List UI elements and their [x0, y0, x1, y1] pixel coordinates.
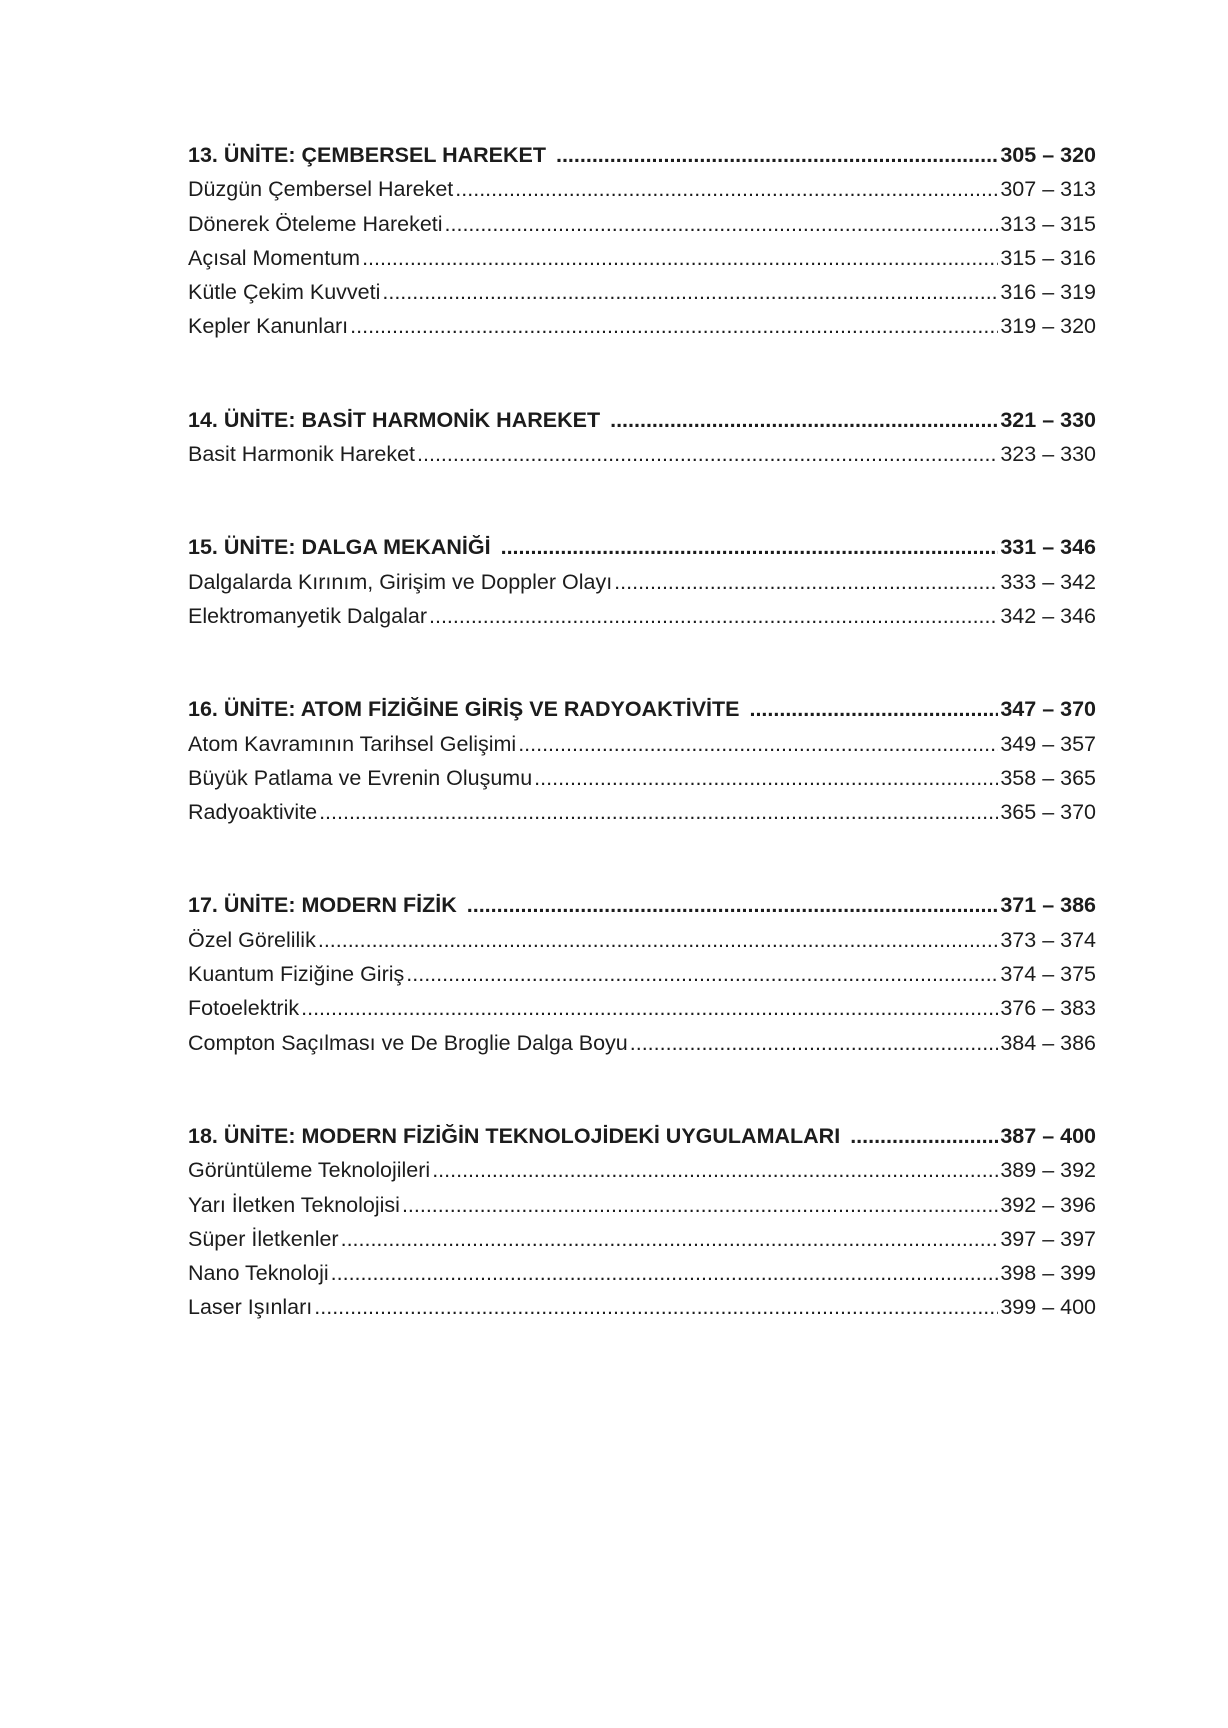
- entry-title: Kütle Çekim Kuvveti: [188, 280, 381, 305]
- toc-entry: [188, 761, 1096, 795]
- entry-title: Radyoaktivite: [188, 800, 318, 825]
- toc-entry: [188, 275, 1096, 309]
- entry-page-range: 342 – 346: [1000, 603, 1096, 628]
- entry-title: Dalgalarda Kırınım, Girişim ve Doppler Olayı: [188, 569, 613, 594]
- toc-entry: [188, 957, 1096, 991]
- toc-entry: [188, 207, 1096, 241]
- unit-heading: 17. ÜNİTE: MODERN FİZİK: [188, 893, 457, 918]
- entry-title: Fotoelektrik: [188, 996, 300, 1021]
- toc-entry: [188, 991, 1096, 1025]
- toc-unit: [188, 1119, 1096, 1325]
- entry-title: Elektromanyetik Dalgalar: [188, 603, 427, 628]
- toc-entry: [188, 1188, 1096, 1222]
- entry-title: Görüntüleme Teknolojileri: [188, 1158, 431, 1183]
- toc-entry: [188, 727, 1096, 761]
- unit-page-range: 331 – 346: [1000, 535, 1096, 560]
- unit-heading-row: [188, 530, 1096, 564]
- toc-entry: [188, 1153, 1096, 1187]
- unit-page-range: 347 – 370: [1000, 697, 1096, 722]
- entry-title: Büyük Patlama ve Evrenin Oluşumu: [188, 765, 533, 790]
- entry-page-range: 358 – 365: [1000, 765, 1096, 790]
- entry-title: Kuantum Fiziğine Giriş: [188, 962, 405, 987]
- toc-entry: [188, 1256, 1096, 1290]
- entry-title: Atom Kavramının Tarihsel Gelişimi: [188, 731, 517, 756]
- toc-unit: [188, 692, 1096, 829]
- dot-leader: [331, 1256, 999, 1290]
- entry-title: Düzgün Çembersel Hareket: [188, 177, 454, 202]
- dot-leader: [350, 309, 998, 343]
- toc-entry: [188, 599, 1096, 633]
- toc-entry: [188, 1026, 1096, 1060]
- dot-leader: [630, 1026, 999, 1060]
- unit-page-range: 305 – 320: [1000, 143, 1096, 167]
- entry-page-range: 376 – 383: [1000, 996, 1096, 1021]
- dot-leader: [362, 241, 998, 275]
- entry-title: Laser Işınları: [188, 1295, 313, 1320]
- entry-page-range: 333 – 342: [1000, 569, 1096, 594]
- unit-heading: 13. ÜNİTE: ÇEMBERSEL HAREKET: [188, 143, 546, 167]
- entry-page-range: 365 – 370: [1000, 800, 1096, 825]
- dot-leader: [318, 923, 999, 957]
- toc-entry: [188, 923, 1096, 957]
- toc-unit: [188, 530, 1096, 633]
- toc-unit: [188, 138, 1096, 344]
- toc-unit: [188, 403, 1096, 472]
- unit-heading: 15. ÜNİTE: DALGA MEKANİĞİ: [188, 535, 491, 560]
- toc-entry: [188, 1222, 1096, 1256]
- entry-page-range: 313 – 315: [1000, 211, 1096, 236]
- dot-leader: [445, 207, 999, 241]
- dot-leader: [406, 957, 998, 991]
- entry-page-range: 349 – 357: [1000, 731, 1096, 756]
- dot-leader: [429, 599, 998, 633]
- entry-page-range: 323 – 330: [1000, 442, 1096, 467]
- unit-heading: 18. ÜNİTE: MODERN FİZİĞİN TEKNOLOJİDEKİ UYGULAMALARI: [188, 1123, 841, 1148]
- dot-leader: [417, 437, 998, 471]
- entry-title: Özel Görelilik: [188, 927, 316, 952]
- dot-leader: [314, 1290, 998, 1324]
- unit-page-range: 387 – 400: [1000, 1123, 1096, 1148]
- toc-entry: [188, 795, 1096, 829]
- entry-page-range: 398 – 399: [1000, 1261, 1096, 1286]
- dot-leader: [749, 692, 998, 726]
- entry-title: Süper İletkenler: [188, 1226, 339, 1251]
- unit-heading-row: [188, 138, 1096, 172]
- entry-title: Yarı İletken Teknolojisi: [188, 1192, 400, 1217]
- entry-page-range: 384 – 386: [1000, 1030, 1096, 1055]
- entry-page-range: 397 – 397: [1000, 1226, 1096, 1251]
- unit-page-range: 321 – 330: [1000, 407, 1096, 432]
- entry-page-range: 319 – 320: [1000, 314, 1096, 339]
- dot-leader: [301, 991, 998, 1025]
- unit-heading: 14. ÜNİTE: BASİT HARMONİK HAREKET: [188, 407, 601, 432]
- entry-page-range: 392 – 396: [1000, 1192, 1096, 1217]
- entry-page-range: 316 – 319: [1000, 280, 1096, 305]
- entry-title: Açısal Momentum: [188, 245, 361, 270]
- dot-leader: [501, 530, 999, 564]
- dot-leader: [341, 1222, 999, 1256]
- toc-entry: [188, 1290, 1096, 1324]
- entry-title: Compton Saçılması ve De Broglie Dalga Boyu: [188, 1030, 628, 1055]
- dot-leader: [402, 1188, 998, 1222]
- unit-heading-row: [188, 1119, 1096, 1153]
- dot-leader: [467, 888, 999, 922]
- toc-entry: [188, 437, 1096, 471]
- toc-entry: [188, 172, 1096, 206]
- entry-page-range: 315 – 316: [1000, 245, 1096, 270]
- dot-leader: [455, 172, 998, 206]
- toc-unit: [188, 888, 1096, 1059]
- entry-title: Basit Harmonik Hareket: [188, 442, 416, 467]
- unit-heading-row: [188, 888, 1096, 922]
- toc-entry: [188, 241, 1096, 275]
- unit-heading: 16. ÜNİTE: ATOM FİZİĞİNE GİRİŞ VE RADYOAKTİVİTE: [188, 697, 740, 722]
- dot-leader: [518, 727, 998, 761]
- dot-leader: [556, 138, 998, 172]
- dot-leader: [534, 761, 998, 795]
- entry-page-range: 389 – 392: [1000, 1158, 1096, 1183]
- toc-entry: [188, 565, 1096, 599]
- entry-page-range: 373 – 374: [1000, 927, 1096, 952]
- entry-page-range: 307 – 313: [1000, 177, 1096, 202]
- unit-page-range: 371 – 386: [1000, 893, 1096, 918]
- dot-leader: [319, 795, 998, 829]
- unit-heading-row: [188, 403, 1096, 437]
- dot-leader: [432, 1153, 998, 1187]
- entry-title: Dönerek Öteleme Hareketi: [188, 211, 443, 236]
- dot-leader: [610, 403, 998, 437]
- entry-title: Nano Teknoloji: [188, 1261, 329, 1286]
- toc-entry: [188, 309, 1096, 343]
- entry-page-range: 374 – 375: [1000, 962, 1096, 987]
- entry-page-range: 399 – 400: [1000, 1295, 1096, 1320]
- table-of-contents: [188, 138, 1096, 1384]
- dot-leader: [614, 565, 998, 599]
- entry-title: Kepler Kanunları: [188, 314, 349, 339]
- dot-leader: [850, 1119, 998, 1153]
- dot-leader: [382, 275, 998, 309]
- unit-heading-row: [188, 692, 1096, 726]
